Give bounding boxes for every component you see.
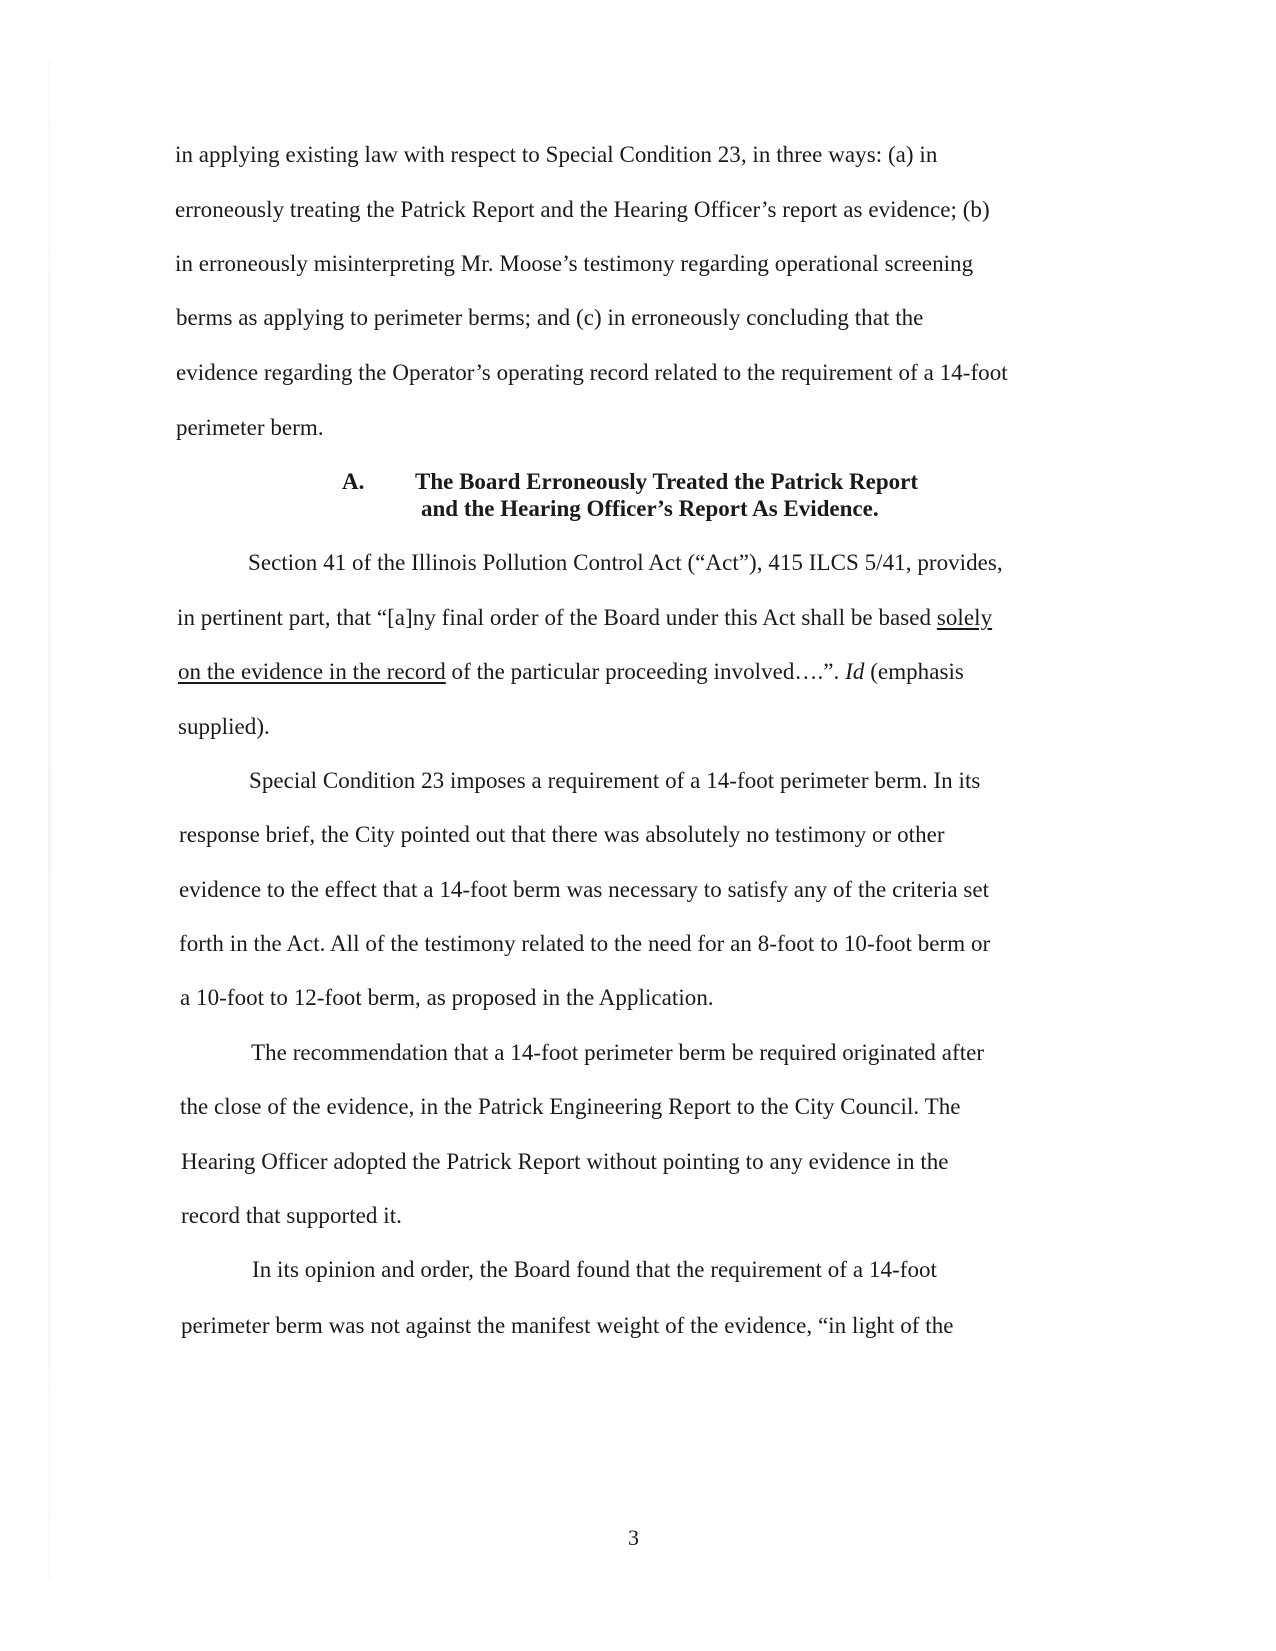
section-a-title-line-2: and the Hearing Officer’s Report As Evidence. <box>421 496 879 521</box>
citation-id: Id <box>845 659 865 684</box>
page-number: 3 <box>628 1525 639 1550</box>
para1-line-2 <box>177 604 992 632</box>
para1-line-3-text: of the particular proceeding involved….”. <box>445 659 846 684</box>
emphasis-evidence-in-record: on the evidence in the record <box>178 659 446 684</box>
section-a-title-line-1: The Board Erroneously Treated the Patrick Report <box>415 469 918 494</box>
para2-line-5: a 10-foot to 12-foot berm, as proposed in the Application. <box>180 985 714 1010</box>
section-a-marker: A. <box>342 469 365 494</box>
para2-line-2: response brief, the City pointed out that there was absolutely no testimony or other <box>179 822 945 847</box>
para1-line-4: supplied). <box>178 714 270 739</box>
intro-line-5: evidence regarding the Operator’s operating record related to the requirement of a 14-foot <box>176 360 1008 385</box>
para3-line-2: the close of the evidence, in the Patrick Engineering Report to the City Council. The <box>180 1094 961 1119</box>
para3-line-4: record that supported it. <box>181 1203 402 1228</box>
para3-line-1: The recommendation that a 14-foot perimeter berm be required originated after <box>251 1040 985 1065</box>
para2-line-3: evidence to the effect that a 14-foot berm was necessary to satisfy any of the criteria set <box>179 877 990 902</box>
intro-line-4: berms as applying to perimeter berms; and (c) in erroneously concluding that the <box>176 305 924 330</box>
emphasis-solely: solely <box>936 605 993 630</box>
para3-line-3: Hearing Officer adopted the Patrick Report without pointing to any evidence in the <box>181 1149 949 1174</box>
intro-line-2: erroneously treating the Patrick Report and the Hearing Officer’s report as evidence; (b) <box>175 197 990 222</box>
scan-edge-shadow <box>48 60 51 1580</box>
para2-line-4: forth in the Act. All of the testimony related to the need for an 8-foot to 10-foot berm or <box>179 931 991 956</box>
para1-line-1: Section 41 of the Illinois Pollution Control Act (“Act”), 415 ILCS 5/41, provides, <box>248 550 1003 575</box>
para4-line-2: perimeter berm was not against the manifest weight of the evidence, “in light of the <box>181 1313 954 1338</box>
para1-line-3-end: (emphasis <box>864 659 964 684</box>
para1-line-2-text: in pertinent part, that “[a]ny final order of the Board under this Act shall be based <box>177 605 937 630</box>
para1-line-3 <box>178 658 964 686</box>
para2-line-1: Special Condition 23 imposes a requirement of a 14-foot perimeter berm. In its <box>249 768 981 793</box>
intro-line-3: in erroneously misinterpreting Mr. Moose’s testimony regarding operational screening <box>175 251 974 276</box>
para4-line-1: In its opinion and order, the Board found that the requirement of a 14-foot <box>252 1257 937 1282</box>
intro-line-1: in applying existing law with respect to Special Condition 23, in three ways: (a) in <box>175 142 938 167</box>
intro-line-6: perimeter berm. <box>176 415 324 440</box>
